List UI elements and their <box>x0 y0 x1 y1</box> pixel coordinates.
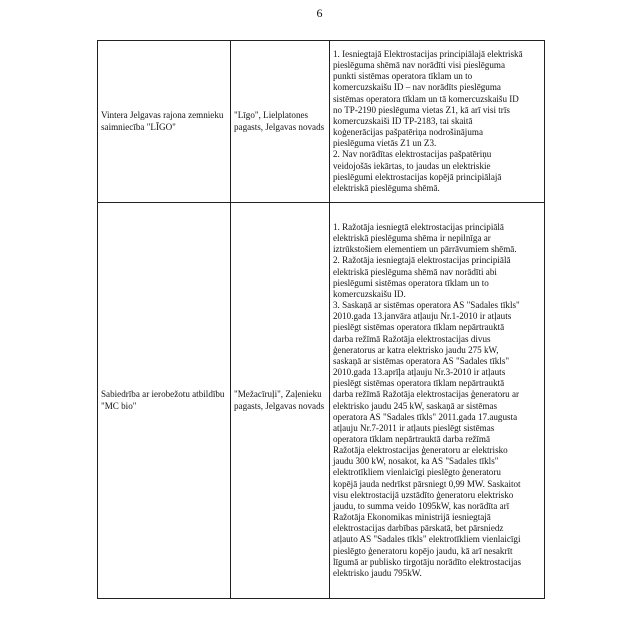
note-line: iztrūkstošiem elementiem un pārrāvumiem shēmā. <box>333 244 517 255</box>
note-line: 1. Iesniegtajā Elektrostacijas principiālajā elektriskā <box>333 48 523 59</box>
note-line: elektrisko jaudu 795kW. <box>333 567 422 578</box>
note-line: elektriskā pieslēguma shēmā. <box>333 182 440 193</box>
producer-name-cell: Vintera Jelgavas rajona zemnieku saimniecība "LĪGO" <box>98 41 231 203</box>
note-line: jaudu 300 kW, nosakot, ka AS "Sadales tīkls" <box>333 456 499 467</box>
note-line: pieslēgumi elektrostacijas kopējā principiālajā <box>333 171 502 182</box>
note-line: saskaņā ar sistēmas operatora AS "Sadales tīkls" <box>333 355 510 366</box>
note-line: elektriskā pieslēguma shēmā nav norādīti abi <box>333 266 497 277</box>
page-number: 6 <box>316 6 323 20</box>
document-table <box>97 40 545 599</box>
note-line: operatora tīklam nepārtrauktā darba režīmā <box>333 433 491 444</box>
note-line: elektrisko jaudu 245 kW, saskaņā ar sistēmas <box>333 400 498 411</box>
note-line: elektriskā pieslēguma shēma ir nepilnīga ar <box>333 233 491 244</box>
note-line: punkti sistēmas operatora tīklam un to <box>333 71 473 82</box>
note-line: 2. Ražotāja iesniegtajā elektrostacijas principiālā <box>333 255 511 266</box>
table-row <box>98 203 545 599</box>
note-line: koģenerācijas pašpatēriņa nodrošinājuma <box>333 127 483 138</box>
note-line: Ražotāja elektrostacijas ģeneratoru ar elektrisko <box>333 445 508 456</box>
note-line: pieslēgumi sistēmas operatora tīklam un to <box>333 277 489 288</box>
note-line: pieslēguma shēmā nav norādīti visi pieslēguma <box>333 60 505 71</box>
location-cell: "Mežacīruļi", Zaļenieku pagasts, Jelgavas novads <box>231 203 330 599</box>
note-line: visu elektrostacijā uzstādīto ģeneratoru elektrisko <box>333 489 514 500</box>
note-line: komercuzskaiši ID TP-2183, tai skaitā <box>333 115 473 126</box>
note-line: darba režīmā Ražotāja elektrostacijas divus <box>333 333 491 344</box>
note-line: kopējā jauda nedrīkst pārsniegt 0,99 MW. Saskaitot <box>333 478 521 489</box>
notes-cell <box>330 41 545 203</box>
note-line: atļauto AS "Sadales tīkls" elektrotīkliem vienlaicīgi <box>333 534 521 545</box>
note-line: pieslēgto ģeneratoru kopējo jaudu, kā arī nesakrīt <box>333 545 513 556</box>
notes-cell <box>330 203 545 599</box>
producer-name-cell: Sabiedrība ar ierobežotu atbildību "MC bio" <box>98 203 231 599</box>
note-line: atļauju Nr.7-2011 ir atļauts pieslēgt sistēmas <box>333 422 495 433</box>
location-cell: "Līgo", Lielplatones pagasts, Jelgavas novads <box>231 41 330 203</box>
note-line: sistēmas operatora tīklam un tā komercuzskaišu ID <box>333 93 519 104</box>
note-line: no TP-2190 pieslēguma vietas Z1, kā arī visi trīs <box>333 104 510 115</box>
note-line: veidojošās iekārtas, to jaudas un elektriskie <box>333 160 491 171</box>
note-line: līgumā ar publisko tirgotāju norādīto elektrostacijas <box>333 556 521 567</box>
note-line: pieslēgt sistēmas operatora tīklam nepārtrauktā <box>333 378 505 389</box>
note-line: jaudu, to summa veido 1095kW, kas norādīta arī <box>333 500 510 511</box>
note-line: 2010.gada 13.aprīļa atļauju Nr.3-2010 ir atļauts <box>333 367 506 378</box>
note-line: 2. Nav norādītas elektrostacijas pašpatēriņu <box>333 149 492 160</box>
note-line: komercuzskaišu ID. <box>333 288 406 299</box>
note-line: 1. Ražotāja iesniegtā elektrostacijas principiālā <box>333 222 504 232</box>
note-line: elektrotīkliem vienlaicīgi pieslēgto ģeneratoru <box>333 467 501 478</box>
note-line: 2010.gada 13.janvāra atļauju Nr.1-2010 ir atļauts <box>333 311 512 322</box>
note-line: ģeneratorus ar katra elektrisko jaudu 275 kW, <box>333 344 499 355</box>
note-line: darba režīmā Ražotāja elektrostacijas ģeneratoru ar <box>333 389 520 400</box>
note-line: pieslēguma vietās Z1 un Z3. <box>333 138 437 149</box>
note-line: 3. Saskaņā ar sistēmas operatora AS "Sadales tīkls" <box>333 300 520 311</box>
note-line: komercuzskaišu ID – nav norādīts pieslēguma <box>333 82 501 93</box>
note-line: pieslēgt sistēmas operatora tīklam nepārtrauktā <box>333 322 505 333</box>
table-row <box>98 41 545 203</box>
note-line: operatora AS "Sadales tīkls" 2011.gada 17.augusta <box>333 411 518 422</box>
note-line: Ražotāja Ekonomikas ministrijā iesniegtajā <box>333 512 491 523</box>
note-line: elektrostacijas darbības pārskatā, bet pārsniedz <box>333 523 504 534</box>
